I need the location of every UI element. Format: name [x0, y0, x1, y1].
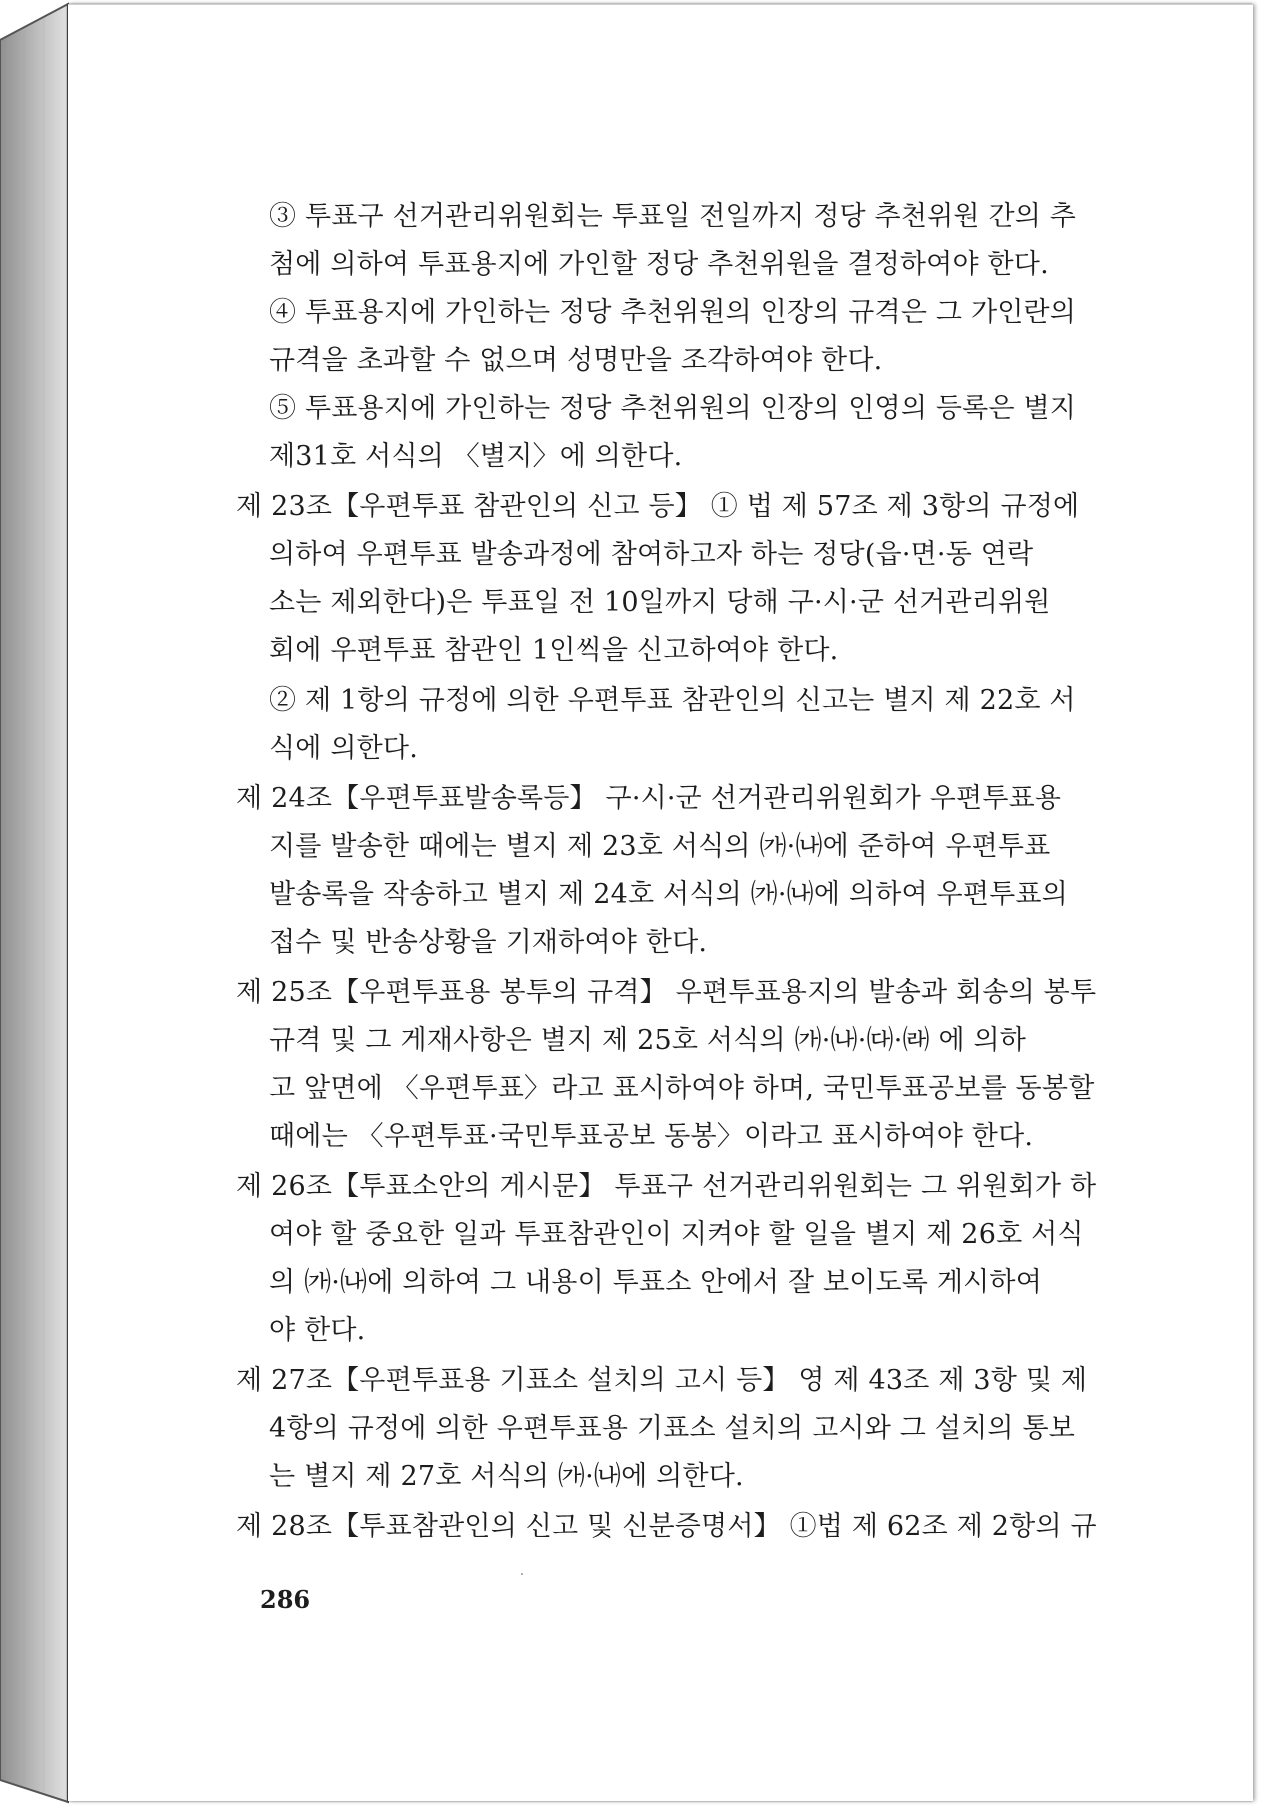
- text-line: 지를 발송한 때에는 별지 제 23호 서식의 ㈎·㈏에 준하여 우편투표: [269, 831, 1051, 862]
- text-line: 접수 및 반송상황을 기재하여야 한다.: [269, 927, 708, 958]
- text-line: 첨에 의하여 투표용지에 가인할 정당 추천위원을 결정하여야 한다.: [269, 249, 1049, 280]
- text-line: 여야 할 중요한 일과 투표참관인이 지켜야 할 일을 별지 제 26호 서식: [269, 1219, 1084, 1250]
- text-line: 소는 제외한다)은 투표일 전 10일까지 당해 구·시·군 선거관리위원: [269, 587, 1051, 618]
- text-line: 때에는 〈우편투표·국민투표공보 동봉〉이라고 표시하여야 한다.: [269, 1121, 1034, 1152]
- text-line: 의 ㈎·㈏에 의하여 그 내용이 투표소 안에서 잘 보이도록 게시하여: [269, 1267, 1042, 1298]
- text-line: 4항의 규정에 의한 우편투표용 기표소 설치의 고시와 그 설치의 통보: [269, 1413, 1076, 1444]
- article-23-heading: 제 23조【우편투표 참관인의 신고 등】 ① 법 제 57조 제 3항의 규정에: [236, 491, 1080, 522]
- text-line: ④ 투표용지에 가인하는 정당 추천위원의 인장의 규격은 그 가인란의: [269, 297, 1077, 328]
- text-line: 회에 우편투표 참관인 1인씩을 신고하여야 한다.: [269, 635, 839, 666]
- book-page: [68, 4, 1253, 1801]
- book-spine-edge: [0, 0, 72, 1806]
- text-line: 규격 및 그 게재사항은 별지 제 25호 서식의 ㈎·㈏·㈐·㈑ 에 의하: [269, 1025, 1027, 1056]
- page-body: [68, 5, 1253, 1801]
- article-25-heading: 제 25조【우편투표용 봉투의 규격】 우편투표용지의 발송과 회송의 봉투: [236, 977, 1097, 1008]
- text-line: 야 한다.: [269, 1315, 366, 1346]
- page-number: 286: [260, 1585, 311, 1614]
- text-line: 식에 의한다.: [269, 733, 418, 764]
- text-line: 발송록을 작송하고 별지 제 24호 서식의 ㈎·㈏에 의하여 우편투표의: [269, 879, 1068, 910]
- text-line: 규격을 초과할 수 없으며 성명만을 조각하여야 한다.: [269, 345, 883, 376]
- text-line: ② 제 1항의 규정에 의한 우편투표 참관인의 신고는 별지 제 22호 서: [269, 685, 1076, 716]
- text-line: 제31호 서식의 〈별지〉에 의한다.: [269, 441, 683, 472]
- text-line: ③ 투표구 선거관리위원회는 투표일 전일까지 정당 추천위원 간의 추: [269, 201, 1077, 232]
- text-line: 고 앞면에 〈우편투표〉라고 표시하여야 하며, 국민투표공보를 동봉할: [269, 1073, 1095, 1104]
- text-line: 는 별지 제 27호 서식의 ㈎·㈏에 의한다.: [269, 1461, 744, 1492]
- article-26-heading: 제 26조【투표소안의 게시문】 투표구 선거관리위원회는 그 위원회가 하: [236, 1171, 1097, 1202]
- article-28-heading: 제 28조【투표참관인의 신고 및 신분증명서】 ①법 제 62조 제 2항의 규: [236, 1511, 1097, 1542]
- text-line: 의하여 우편투표 발송과정에 참여하고자 하는 정당(읍·면·동 연락: [269, 539, 1034, 570]
- article-27-heading: 제 27조【우편투표용 기표소 설치의 고시 등】 영 제 43조 제 3항 및 제: [236, 1365, 1088, 1396]
- scan-speck: [521, 1573, 523, 1575]
- text-line: ⑤ 투표용지에 가인하는 정당 추천위원의 인장의 인영의 등록은 별지: [269, 393, 1077, 424]
- article-24-heading: 제 24조【우편투표발송록등】 구·시·군 선거관리위원회가 우편투표용: [236, 783, 1062, 814]
